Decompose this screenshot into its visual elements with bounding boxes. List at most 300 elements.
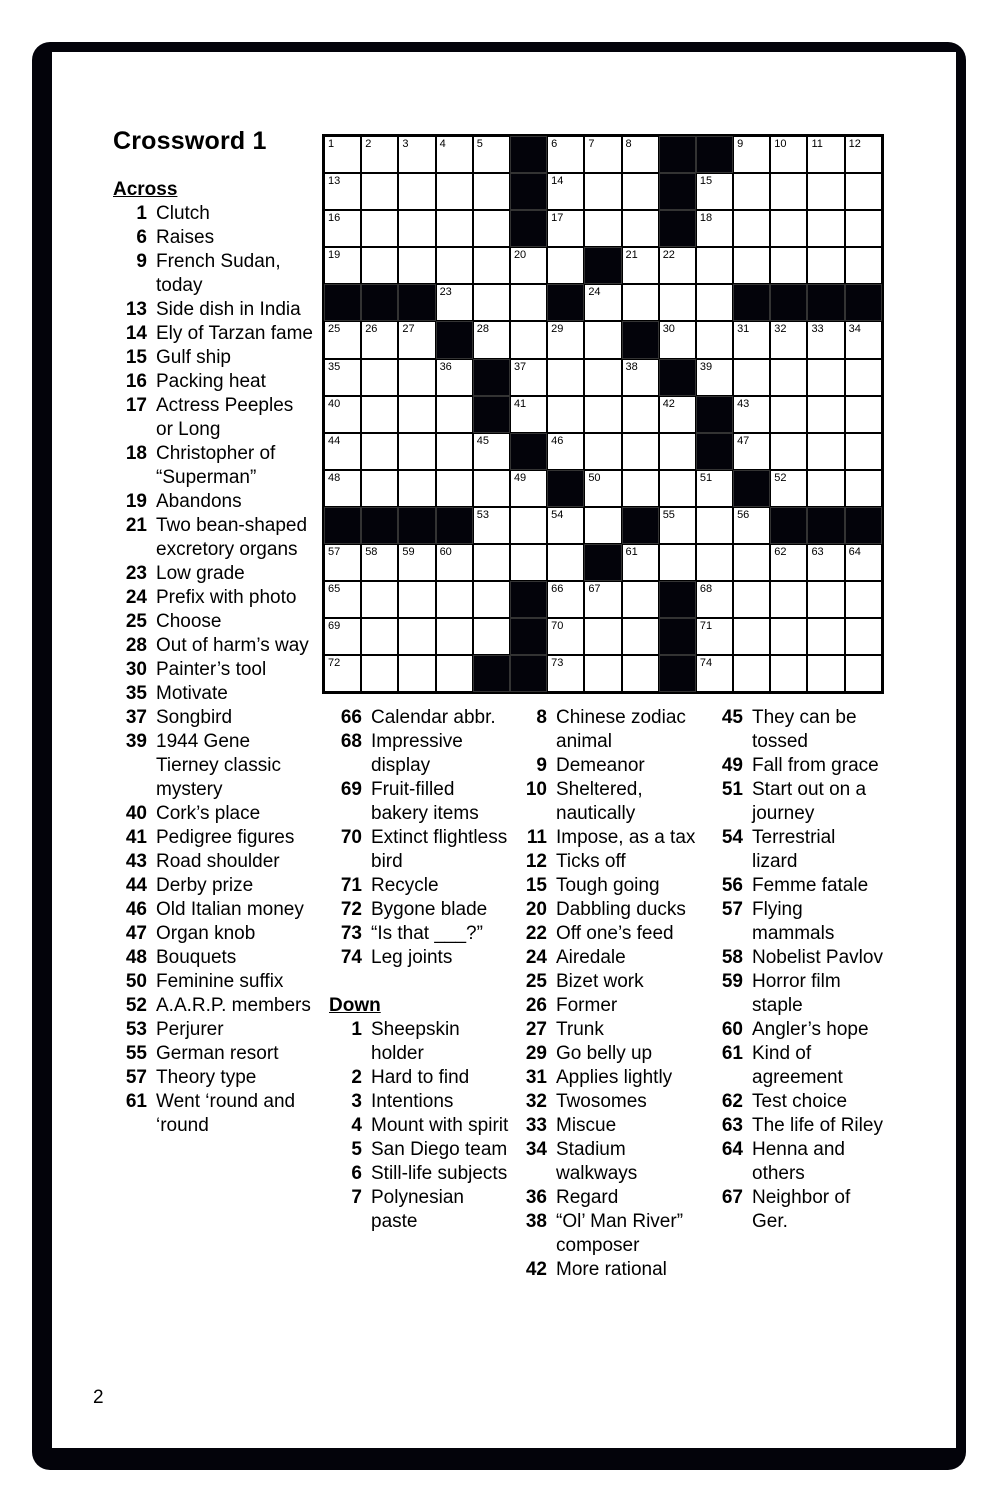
- grid-cell[interactable]: [584, 655, 621, 692]
- grid-cell[interactable]: [324, 247, 361, 284]
- grid-cell[interactable]: [361, 581, 398, 618]
- across-clue: [113, 898, 313, 922]
- clue-number: 54: [721, 827, 743, 848]
- grid-cell[interactable]: [696, 507, 733, 544]
- grid-cell[interactable]: [696, 321, 733, 358]
- grid-cell[interactable]: [436, 618, 473, 655]
- clue-number: 39: [125, 731, 147, 752]
- clue-text: Intentions: [371, 1091, 454, 1112]
- clue-text: French Sudan, today: [156, 251, 281, 296]
- clue-number: 51: [721, 779, 743, 800]
- grid-cell[interactable]: [845, 210, 882, 247]
- cell-number: 56: [737, 508, 750, 521]
- grid-cell[interactable]: [547, 321, 584, 358]
- grid-cell[interactable]: [398, 247, 435, 284]
- across-clue: [113, 970, 313, 994]
- grid-cell[interactable]: [807, 210, 844, 247]
- grid-cell[interactable]: [584, 396, 621, 433]
- grid-cell[interactable]: [436, 136, 473, 173]
- across-clue: [113, 1042, 313, 1066]
- clue-text: A.A.R.P. members: [156, 995, 311, 1016]
- clue-text: Old Italian money: [156, 899, 304, 920]
- grid-cell[interactable]: [659, 396, 696, 433]
- grid-cell[interactable]: [622, 396, 659, 433]
- grid-cell[interactable]: [770, 247, 807, 284]
- grid-cell[interactable]: [361, 359, 398, 396]
- grid-cell[interactable]: [659, 284, 696, 321]
- clue-number: 6: [351, 1163, 362, 1184]
- grid-cell[interactable]: [547, 136, 584, 173]
- grid-cell[interactable]: [807, 581, 844, 618]
- cell-number: 19: [328, 249, 341, 262]
- grid-cell[interactable]: [659, 507, 696, 544]
- grid-cell[interactable]: [696, 655, 733, 692]
- down-clue: [520, 994, 710, 1018]
- clue-text: Road shoulder: [156, 851, 280, 872]
- grid-cell[interactable]: [584, 470, 621, 507]
- cell-number: 61: [625, 546, 638, 559]
- grid-cell[interactable]: [622, 433, 659, 470]
- black-square: [398, 284, 435, 321]
- clue-number: 2: [351, 1067, 362, 1088]
- clue-text: Start out on a journey: [752, 779, 867, 824]
- grid-cell[interactable]: [361, 173, 398, 210]
- across-clue: [113, 346, 313, 370]
- down-clue: [329, 1162, 514, 1186]
- grid-cell[interactable]: [361, 433, 398, 470]
- down-clue: [520, 754, 710, 778]
- clue-number: 19: [125, 491, 147, 512]
- grid-cell[interactable]: [547, 396, 584, 433]
- grid-cell[interactable]: [398, 433, 435, 470]
- grid-cell[interactable]: [547, 210, 584, 247]
- clue-text: Bygone blade: [371, 899, 488, 920]
- cell-number: 30: [662, 323, 675, 336]
- cell-number: 14: [551, 175, 564, 188]
- black-square: [324, 284, 361, 321]
- grid-cell[interactable]: [696, 284, 733, 321]
- cell-number: 6: [551, 138, 558, 150]
- grid-cell[interactable]: [770, 210, 807, 247]
- grid-cell[interactable]: [547, 507, 584, 544]
- black-square: [473, 396, 510, 433]
- grid-cell[interactable]: [361, 396, 398, 433]
- across-heading: Across: [113, 179, 178, 200]
- grid-cell[interactable]: [398, 210, 435, 247]
- clue-text: Feminine suffix: [156, 971, 284, 992]
- grid-cell[interactable]: [845, 136, 882, 173]
- cell-number: 69: [328, 620, 341, 633]
- down-clue: [520, 970, 710, 994]
- grid-cell[interactable]: [436, 544, 473, 581]
- grid-cell[interactable]: [733, 507, 770, 544]
- grid-cell[interactable]: [510, 284, 547, 321]
- grid-cell[interactable]: [547, 173, 584, 210]
- grid-cell[interactable]: [436, 433, 473, 470]
- grid-cell[interactable]: [398, 470, 435, 507]
- grid-cell[interactable]: [622, 618, 659, 655]
- clue-number: 41: [125, 827, 147, 848]
- clue-text: Off one’s feed: [556, 923, 674, 944]
- black-square: [361, 507, 398, 544]
- grid-cell[interactable]: [622, 247, 659, 284]
- clue-text: Raises: [156, 227, 215, 248]
- grid-cell[interactable]: [733, 173, 770, 210]
- grid-cell[interactable]: [398, 655, 435, 692]
- grid-cell[interactable]: [807, 618, 844, 655]
- across-clue: [113, 1090, 313, 1138]
- clue-text: Twosomes: [556, 1091, 647, 1112]
- grid-cell[interactable]: [510, 470, 547, 507]
- crossword-grid: [322, 134, 884, 694]
- clue-text: Chinese zodiac animal: [556, 707, 686, 752]
- clue-text: Henna and others: [752, 1139, 845, 1184]
- grid-cell[interactable]: [361, 544, 398, 581]
- grid-cell[interactable]: [473, 544, 510, 581]
- grid-cell[interactable]: [584, 581, 621, 618]
- grid-cell[interactable]: [547, 618, 584, 655]
- grid-cell[interactable]: [398, 396, 435, 433]
- grid-cell[interactable]: [807, 396, 844, 433]
- grid-cell[interactable]: [436, 655, 473, 692]
- clue-number: 66: [340, 707, 362, 728]
- grid-cell[interactable]: [584, 507, 621, 544]
- clue-number: 71: [340, 875, 362, 896]
- grid-cell[interactable]: [436, 247, 473, 284]
- grid-cell[interactable]: [398, 581, 435, 618]
- clue-number: 28: [125, 635, 147, 656]
- grid-cell[interactable]: [770, 173, 807, 210]
- clue-number: 40: [125, 803, 147, 824]
- black-square: [770, 507, 807, 544]
- clue-text: Leg joints: [371, 947, 453, 968]
- clue-number: 24: [125, 587, 147, 608]
- grid-cell[interactable]: [473, 173, 510, 210]
- grid-cell[interactable]: [845, 470, 882, 507]
- grid-cell[interactable]: [845, 396, 882, 433]
- grid-cell[interactable]: [398, 173, 435, 210]
- clue-text: Went ‘round and ‘round: [156, 1091, 296, 1136]
- grid-cell[interactable]: [807, 544, 844, 581]
- grid-cell[interactable]: [324, 433, 361, 470]
- grid-cell[interactable]: [510, 247, 547, 284]
- grid-cell[interactable]: [398, 321, 435, 358]
- grid-cell[interactable]: [733, 396, 770, 433]
- clue-number: 10: [525, 779, 547, 800]
- grid-cell[interactable]: [733, 359, 770, 396]
- grid-cell[interactable]: [361, 136, 398, 173]
- grid-cell[interactable]: [473, 284, 510, 321]
- across-clue: [329, 730, 514, 778]
- grid-cell[interactable]: [845, 247, 882, 284]
- grid-cell[interactable]: [584, 136, 621, 173]
- black-square: [584, 544, 621, 581]
- clue-number: 62: [721, 1091, 743, 1112]
- grid-cell[interactable]: [696, 581, 733, 618]
- grid-cell[interactable]: [510, 359, 547, 396]
- grid-cell[interactable]: [807, 247, 844, 284]
- cell-number: 58: [365, 546, 378, 559]
- grid-cell[interactable]: [398, 359, 435, 396]
- cell-number: 37: [513, 360, 527, 373]
- grid-cell[interactable]: [845, 655, 882, 692]
- grid-cell[interactable]: [473, 210, 510, 247]
- grid-cell[interactable]: [733, 618, 770, 655]
- black-square: [770, 284, 807, 321]
- grid-cell[interactable]: [510, 544, 547, 581]
- clue-text: Stadium walkways: [556, 1139, 638, 1184]
- clue-number: 20: [525, 899, 547, 920]
- down-clue: [716, 1186, 886, 1234]
- grid-cell[interactable]: [622, 136, 659, 173]
- grid-cell[interactable]: [770, 136, 807, 173]
- grid-cell[interactable]: [770, 321, 807, 358]
- grid-cell[interactable]: [696, 359, 733, 396]
- grid-cell[interactable]: [696, 618, 733, 655]
- grid-cell[interactable]: [324, 470, 361, 507]
- grid-cell[interactable]: [436, 173, 473, 210]
- grid-cell[interactable]: [584, 321, 621, 358]
- clue-text: Out of harm’s way: [156, 635, 309, 656]
- grid-cell[interactable]: [733, 655, 770, 692]
- clue-text: Impose, as a tax: [556, 827, 696, 848]
- clue-number: 31: [525, 1067, 547, 1088]
- grid-cell[interactable]: [622, 284, 659, 321]
- grid-cell[interactable]: [733, 433, 770, 470]
- grid-cell[interactable]: [807, 433, 844, 470]
- grid-cell[interactable]: [324, 173, 361, 210]
- grid-cell[interactable]: [584, 433, 621, 470]
- grid-cell[interactable]: [807, 470, 844, 507]
- grid-cell[interactable]: [547, 247, 584, 284]
- grid-cell[interactable]: [398, 618, 435, 655]
- clue-number: 1: [351, 1019, 362, 1040]
- grid-cell[interactable]: [584, 359, 621, 396]
- clue-text: Demeanor: [556, 755, 645, 776]
- grid-cell[interactable]: [547, 433, 584, 470]
- grid-cell[interactable]: [547, 655, 584, 692]
- grid-cell[interactable]: [324, 359, 361, 396]
- grid-cell[interactable]: [622, 359, 659, 396]
- down-clue: [520, 874, 710, 898]
- grid-cell[interactable]: [324, 321, 361, 358]
- grid-cell[interactable]: [324, 655, 361, 692]
- grid-cell[interactable]: [398, 136, 435, 173]
- grid-cell[interactable]: [547, 359, 584, 396]
- clue-text: Painter’s tool: [156, 659, 267, 680]
- grid-cell[interactable]: [696, 544, 733, 581]
- clue-number: 42: [525, 1259, 547, 1280]
- clue-text: Fall from grace: [752, 755, 879, 776]
- clue-number: 18: [125, 443, 147, 464]
- clue-column-1: [113, 178, 313, 1138]
- cell-number: 22: [662, 249, 675, 262]
- clue-number: 13: [125, 299, 147, 320]
- grid-cell[interactable]: [473, 247, 510, 284]
- grid-cell[interactable]: [807, 173, 844, 210]
- grid-cell[interactable]: [770, 618, 807, 655]
- down-heading: Down: [329, 995, 381, 1016]
- grid-cell[interactable]: [845, 581, 882, 618]
- across-clue: [329, 706, 514, 730]
- grid-cell[interactable]: [622, 544, 659, 581]
- grid-cell[interactable]: [436, 284, 473, 321]
- grid-cell[interactable]: [361, 655, 398, 692]
- clue-number: 63: [721, 1115, 743, 1136]
- grid-cell[interactable]: [733, 321, 770, 358]
- grid-cell[interactable]: [473, 433, 510, 470]
- grid-cell[interactable]: [696, 173, 733, 210]
- clue-text: Test choice: [752, 1091, 848, 1112]
- grid-cell[interactable]: [770, 359, 807, 396]
- clue-text: Gulf ship: [156, 347, 231, 368]
- grid-cell[interactable]: [807, 655, 844, 692]
- clue-number: 68: [340, 731, 362, 752]
- down-clue: [520, 826, 710, 850]
- grid-cell[interactable]: [845, 359, 882, 396]
- clue-text: Clutch: [156, 203, 210, 224]
- clue-number: 50: [125, 971, 147, 992]
- across-clue: [329, 826, 514, 874]
- grid-cell[interactable]: [436, 396, 473, 433]
- grid-cell[interactable]: [622, 210, 659, 247]
- across-clue: [329, 922, 514, 946]
- cell-number: 25: [328, 323, 341, 336]
- clue-text: More rational: [556, 1259, 667, 1280]
- grid-cell[interactable]: [473, 618, 510, 655]
- grid-cell[interactable]: [324, 581, 361, 618]
- cell-number: 11: [811, 138, 823, 150]
- grid-cell[interactable]: [510, 507, 547, 544]
- clue-text: Motivate: [156, 683, 228, 704]
- grid-cell[interactable]: [733, 247, 770, 284]
- grid-cell[interactable]: [696, 210, 733, 247]
- grid-cell[interactable]: [770, 544, 807, 581]
- grid-cell[interactable]: [584, 210, 621, 247]
- grid-cell[interactable]: [361, 247, 398, 284]
- cell-number: 48: [328, 471, 341, 484]
- grid-cell[interactable]: [659, 433, 696, 470]
- grid-cell[interactable]: [845, 321, 882, 358]
- grid-cell[interactable]: [659, 544, 696, 581]
- clue-text: Polynesian paste: [371, 1187, 464, 1232]
- grid-cell[interactable]: [845, 544, 882, 581]
- black-square: [398, 507, 435, 544]
- across-clue: [113, 634, 313, 658]
- grid-cell[interactable]: [473, 581, 510, 618]
- clue-number: 15: [125, 347, 147, 368]
- puzzle-title: Crossword 1: [113, 127, 267, 155]
- grid-cell[interactable]: [473, 470, 510, 507]
- grid-cell[interactable]: [361, 210, 398, 247]
- grid-cell[interactable]: [845, 173, 882, 210]
- grid-cell[interactable]: [845, 433, 882, 470]
- grid-cell[interactable]: [324, 396, 361, 433]
- down-clue: [716, 1042, 886, 1090]
- grid-cell[interactable]: [770, 470, 807, 507]
- grid-cell[interactable]: [770, 433, 807, 470]
- grid-cell[interactable]: [659, 247, 696, 284]
- grid-cell[interactable]: [659, 321, 696, 358]
- grid-cell[interactable]: [770, 581, 807, 618]
- clue-number: 70: [340, 827, 362, 848]
- cell-number: 49: [513, 471, 527, 484]
- grid-cell[interactable]: [622, 655, 659, 692]
- cell-number: 41: [513, 397, 527, 410]
- grid-cell[interactable]: [324, 618, 361, 655]
- grid-cell[interactable]: [584, 173, 621, 210]
- grid-cell[interactable]: [473, 136, 510, 173]
- cell-number: 23: [439, 286, 452, 299]
- black-square: [547, 470, 584, 507]
- grid-cell[interactable]: [622, 173, 659, 210]
- grid-cell[interactable]: [733, 210, 770, 247]
- grid-cell[interactable]: [436, 210, 473, 247]
- clue-text: Applies lightly: [556, 1067, 673, 1088]
- grid-cell[interactable]: [361, 321, 398, 358]
- grid-cell[interactable]: [622, 581, 659, 618]
- grid-cell[interactable]: [361, 470, 398, 507]
- clue-text: Impressive display: [371, 731, 463, 776]
- grid-cell[interactable]: [436, 581, 473, 618]
- grid-cell[interactable]: [436, 470, 473, 507]
- clue-text: Kind of agreement: [752, 1043, 843, 1088]
- grid-cell[interactable]: [696, 470, 733, 507]
- grid-cell[interactable]: [733, 136, 770, 173]
- clue-text: Airedale: [556, 947, 626, 968]
- cell-number: 60: [439, 546, 452, 559]
- grid-cell[interactable]: [807, 359, 844, 396]
- grid-cell[interactable]: [324, 136, 361, 173]
- grid-cell[interactable]: [510, 396, 547, 433]
- grid-cell[interactable]: [436, 359, 473, 396]
- cell-number: 17: [551, 212, 564, 225]
- grid-cell[interactable]: [473, 507, 510, 544]
- cell-number: 68: [699, 583, 713, 596]
- grid-cell[interactable]: [510, 321, 547, 358]
- cell-number: 45: [476, 434, 489, 447]
- across-clue: [113, 586, 313, 610]
- grid-cell[interactable]: [473, 321, 510, 358]
- grid-cell[interactable]: [584, 284, 621, 321]
- clue-text: Horror film staple: [752, 971, 841, 1016]
- grid-cell[interactable]: [398, 544, 435, 581]
- grid-cell[interactable]: [584, 618, 621, 655]
- across-clue: [113, 802, 313, 826]
- cell-number: 24: [588, 286, 601, 299]
- grid-cell[interactable]: [696, 247, 733, 284]
- grid-cell[interactable]: [622, 470, 659, 507]
- black-square: [622, 507, 659, 544]
- grid-cell[interactable]: [807, 136, 844, 173]
- grid-cell[interactable]: [547, 544, 584, 581]
- grid-cell[interactable]: [845, 618, 882, 655]
- cell-number: 72: [328, 657, 341, 670]
- clue-text: Bizet work: [556, 971, 644, 992]
- spacer: [329, 970, 514, 994]
- grid-cell[interactable]: [807, 321, 844, 358]
- grid-cell[interactable]: [659, 470, 696, 507]
- grid-cell[interactable]: [733, 544, 770, 581]
- grid-cell[interactable]: [361, 618, 398, 655]
- grid-cell[interactable]: [547, 581, 584, 618]
- grid-cell[interactable]: [324, 544, 361, 581]
- grid-cell[interactable]: [770, 396, 807, 433]
- grid-cell[interactable]: [770, 655, 807, 692]
- grid-cell[interactable]: [733, 581, 770, 618]
- black-square: [696, 396, 733, 433]
- grid-cell[interactable]: [324, 210, 361, 247]
